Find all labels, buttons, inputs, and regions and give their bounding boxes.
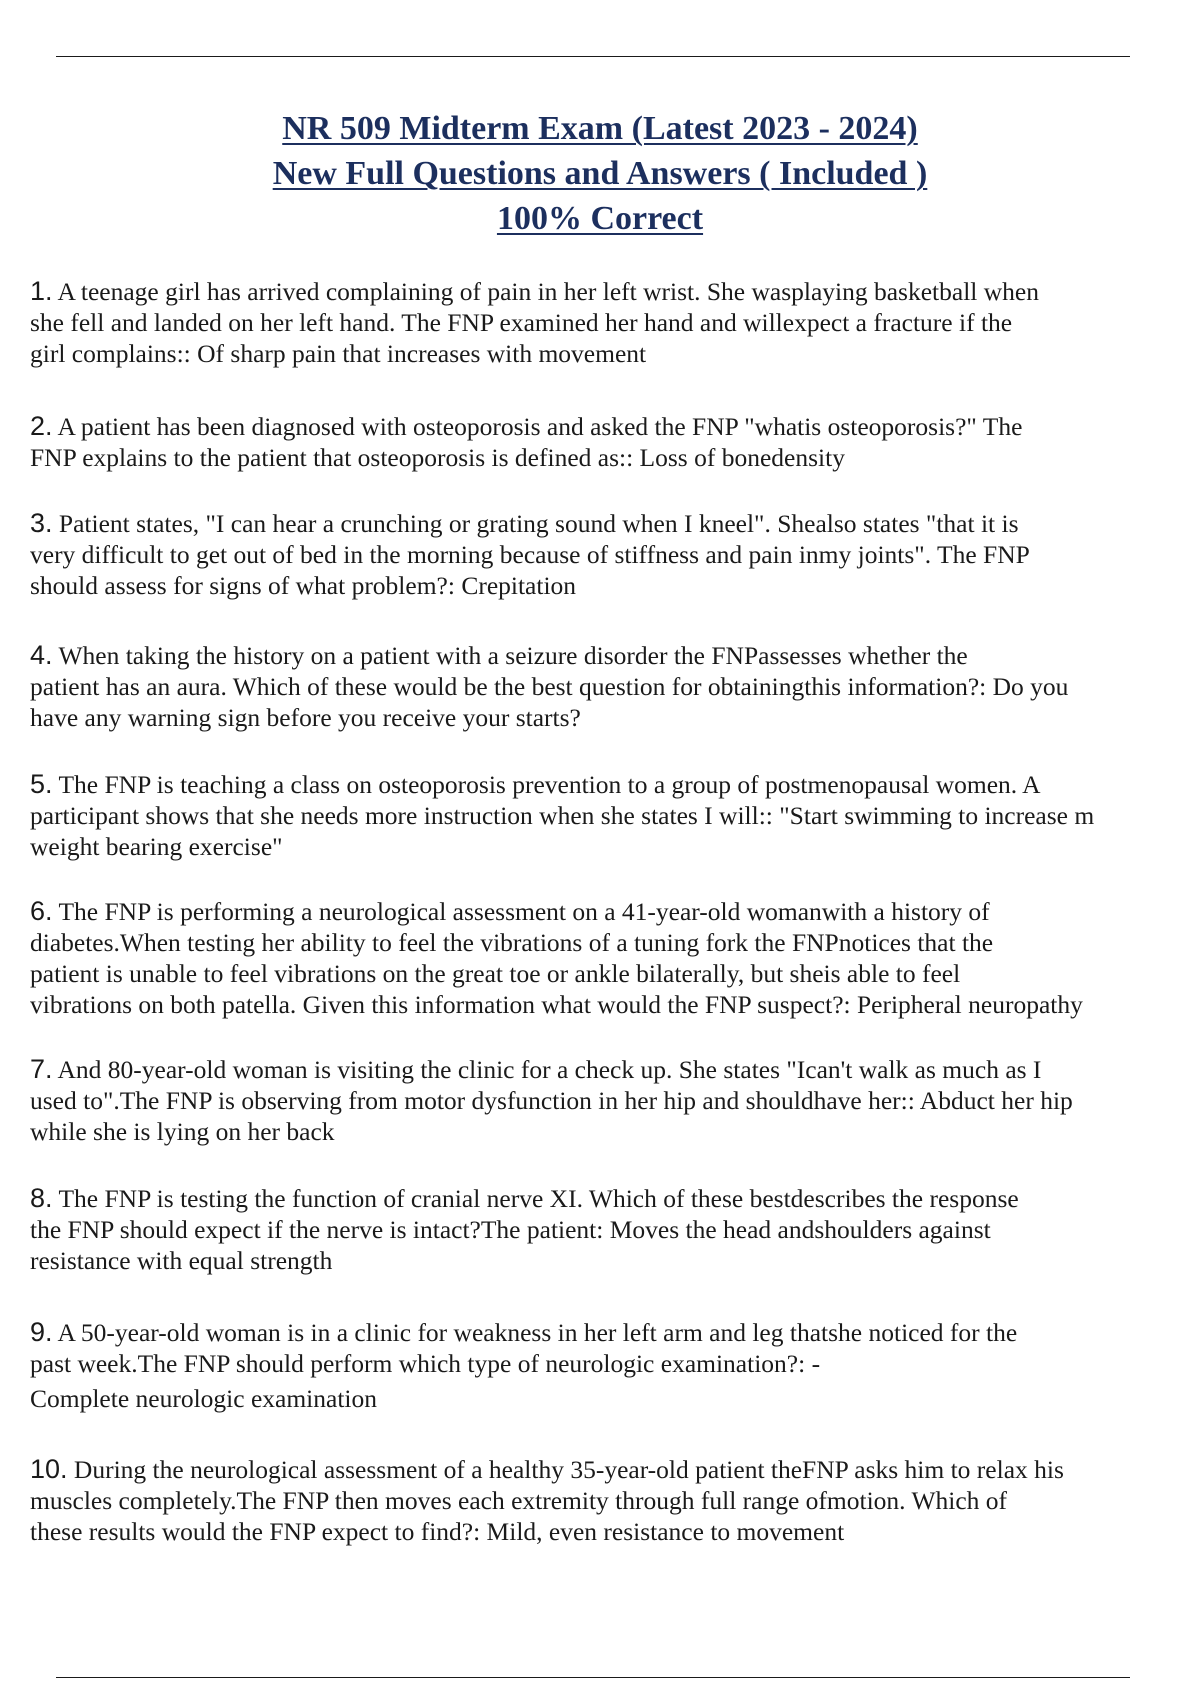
question-text-line: she fell and landed on her left hand. The FNP examined her hand and willexpect a fracture if the [30, 308, 1013, 337]
question-text-line: Patient states, "I can hear a crunching or grating sound when I kneel". Shealso states "that it is [58, 509, 1019, 538]
question-1 [30, 276, 1200, 369]
title-line-2: New Full Questions and Answers ( Included ) [272, 155, 928, 192]
question-text-line: A patient has been diagnosed with osteoporosis and asked the FNP "whatis osteoporosis?" The [57, 412, 1023, 441]
bottom-horizontal-rule [56, 1677, 1130, 1678]
question-text-line: participant shows that she needs more instruction when she states I will:: "Start swimming to increase m [30, 801, 1095, 830]
question-number: 9. [30, 1317, 53, 1347]
question-text-line: When taking the history on a patient with a seizure disorder the FNPassesses whether the [58, 641, 968, 670]
question-number: 2. [30, 411, 53, 441]
top-horizontal-rule [56, 56, 1130, 57]
question-number: 4. [30, 640, 53, 670]
question-text-line: A 50-year-old woman is in a clinic for weakness in her left arm and leg thatshe noticed for the [57, 1318, 1018, 1347]
document-title [0, 106, 1200, 241]
question-text-line: vibrations on both patella. Given this information what would the FNP suspect?: Peripheral neuropathy [30, 990, 1083, 1019]
question-text-line: The FNP is testing the function of cranial nerve XI. Which of these bestdescribes the response [58, 1184, 1019, 1213]
question-text-line: patient is unable to feel vibrations on the great toe or ankle bilaterally, but sheis able to feel [30, 959, 961, 988]
question-number: 10. [30, 1454, 68, 1484]
question-number: 3. [30, 508, 53, 538]
question-text-line: FNP explains to the patient that osteoporosis is defined as:: Loss of bonedensity [30, 443, 845, 472]
question-number: 6. [30, 896, 53, 926]
question-text-line: resistance with equal strength [30, 1246, 333, 1275]
question-text-line: have any warning sign before you receive your starts? [30, 703, 581, 732]
question-5 [30, 769, 1200, 862]
question-text-line: Complete neurologic examination [30, 1384, 377, 1413]
question-text-line: During the neurological assessment of a healthy 35-year-old patient theFNP asks him to relax his [73, 1455, 1064, 1484]
question-text-line: The FNP is teaching a class on osteoporosis prevention to a group of postmenopausal women. A [58, 770, 1041, 799]
question-text-line: girl complains:: Of sharp pain that increases with movement [30, 339, 647, 368]
question-text-line: while she is lying on her back [30, 1117, 335, 1146]
question-10 [30, 1454, 1200, 1547]
question-text-line: the FNP should expect if the nerve is intact?The patient: Moves the head andshoulders against [30, 1215, 991, 1244]
question-text-line: muscles completely.The FNP then moves each extremity through full range ofmotion. Which of [30, 1486, 1008, 1515]
question-text-line: diabetes.When testing her ability to feel the vibrations of a tuning fork the FNPnotices that the [30, 928, 994, 957]
question-number: 8. [30, 1183, 53, 1213]
question-number: 7. [30, 1054, 53, 1084]
question-7 [30, 1054, 1200, 1147]
title-line-3: 100% Correct [496, 200, 704, 237]
question-text-line: And 80-year-old woman is visiting the clinic for a check up. She states "Ican't walk as much as I [57, 1055, 1042, 1084]
question-2 [30, 411, 1200, 473]
title-line-1: NR 509 Midterm Exam (Latest 2023 - 2024) [282, 110, 918, 147]
question-text-line: A teenage girl has arrived complaining of pain in her left wrist. She wasplaying basketball when [57, 277, 1039, 306]
question-text-line: The FNP is performing a neurological assessment on a 41-year-old womanwith a history of [58, 897, 990, 926]
question-number: 1. [30, 276, 53, 306]
question-text-line: patient has an aura. Which of these would be the best question for obtainingthis information?: Do you [30, 672, 1069, 701]
question-text-line: these results would the FNP expect to find?: Mild, even resistance to movement [30, 1517, 845, 1546]
question-text-line: weight bearing exercise" [30, 832, 283, 861]
question-3 [30, 508, 1200, 601]
question-9 [30, 1317, 1200, 1414]
question-text-line: very difficult to get out of bed in the morning because of stiffness and pain inmy joints". The FNP [30, 540, 1030, 569]
question-4 [30, 640, 1200, 733]
question-list [30, 276, 1200, 1547]
question-text-line: past week.The FNP should perform which type of neurologic examination?: - [30, 1349, 821, 1378]
question-text-line: should assess for signs of what problem?: Crepitation [30, 571, 577, 600]
question-number: 5. [30, 769, 53, 799]
question-text-line: used to".The FNP is observing from motor dysfunction in her hip and shouldhave her:: Abduct her hip [30, 1086, 1073, 1115]
question-8 [30, 1183, 1200, 1276]
question-6 [30, 896, 1200, 1020]
